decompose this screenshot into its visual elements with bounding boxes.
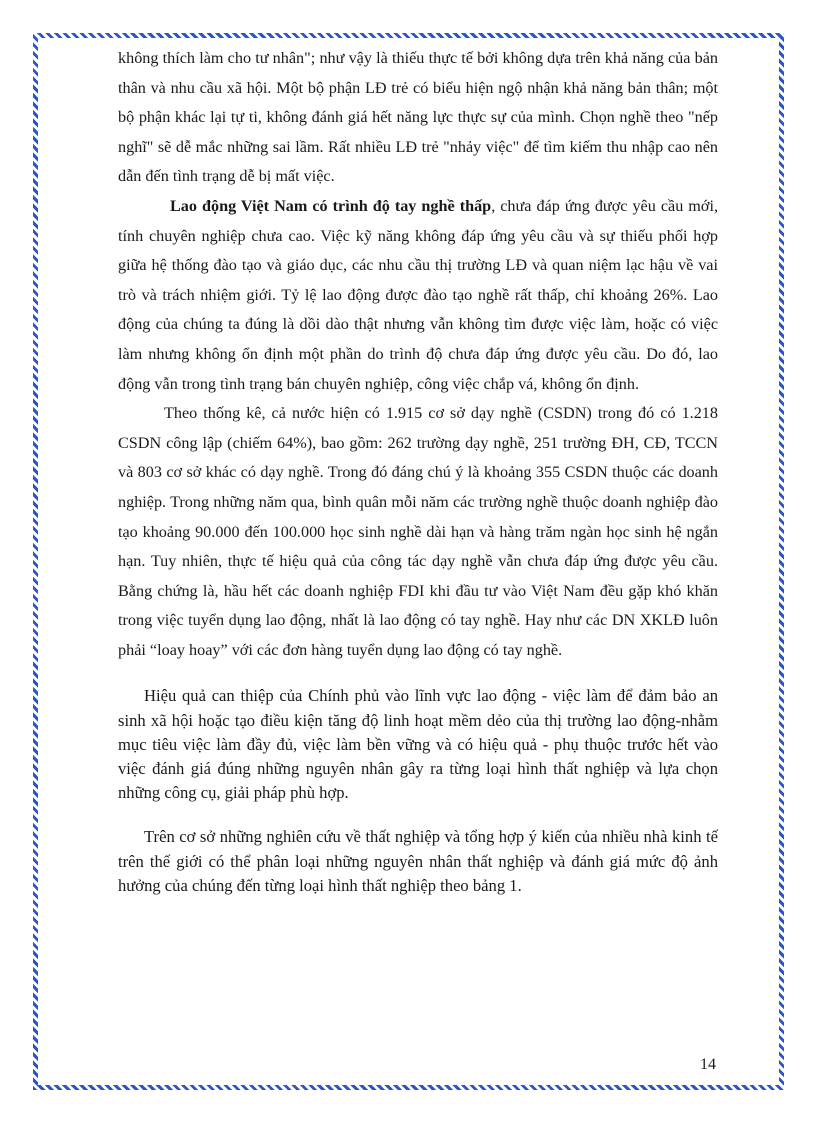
paragraph-low-skill-heading: Lao động Việt Nam có trình độ tay nghề thấp [170, 196, 492, 215]
document-body [118, 44, 718, 898]
paragraph-low-skill [118, 192, 718, 399]
paragraph-unemployment-causes: Trên cơ sở những nghiên cứu về thất nghiệp và tổng hợp ý kiến của nhiều nhà kinh tế trên thế giới có thể phân loại những nguyên nhân thất nghiệp và đánh giá mức độ ảnh hưởng của chúng đến từng loại hình thất nghiệp theo bảng 1. [118, 827, 718, 895]
paragraph-government-intervention: Hiệu quả can thiệp của Chính phủ vào lĩnh vực lao động - việc làm để đảm bảo an sinh xã hội hoặc tạo điều kiện tăng độ linh hoạt mềm dẻo của thị trường lao động-nhằm mục tiêu việc làm đầy đủ, việc làm bền vững và có hiệu quả - phụ thuộc trước hết vào việc đánh giá đúng những nguyên nhân gây ra từng loại hình thất nghiệp và lựa chọn những công cụ, giải pháp phù hợp. [118, 686, 718, 803]
paragraph-low-skill-text: , chưa đáp ứng được yêu cầu mới, tính chuyên nghiệp chưa cao. Việc kỹ năng không đáp ứng yêu cầu và sự thiếu phối hợp giữa hệ thống đào tạo và giáo dục, các nhu cầu thị trường LĐ và quan niệm lạc hậu về vai trò và trách nhiệm giới. Tỷ lệ lao động được đào tạo nghề rất thấp, chỉ khoảng 26%. Lao động của chúng ta đúng là dồi dào thật nhưng vẫn không tìm được việc làm, hoặc có việc làm nhưng không ổn định một phần do trình độ chưa đáp ứng được yêu cầu. Do đó, lao động vẫn trong tình trạng bán chuyên nghiệp, công việc chắp vá, không ổn định. [118, 196, 718, 393]
paragraph-vocational-statistics: Theo thống kê, cả nước hiện có 1.915 cơ sở dạy nghề (CSDN) trong đó có 1.218 CSDN công lập (chiếm 64%), bao gồm: 262 trường dạy nghề, 251 trường ĐH, CĐ, TCCN và 803 cơ sở khác có dạy nghề. Trong đó đáng chú ý là khoảng 355 CSDN thuộc các doanh nghiệp. Trong những năm qua, bình quân mỗi năm các trường nghề thuộc doanh nghiệp đào tạo khoảng 90.000 đến 100.000 học sinh nghề dài hạn và hàng trăm ngàn học sinh hệ ngắn hạn. Tuy nhiên, thực tế hiệu quả của công tác dạy nghề vẫn chưa đáp ứng được yêu cầu. Bằng chứng là, hầu hết các doanh nghiệp FDI khi đầu tư vào Việt Nam đều gặp khó khăn trong việc tuyển dụng lao động, nhất là lao động có tay nghề. Hay như các DN XKLĐ luôn phải “loay hoay” với các đơn hàng tuyển dụng lao động có tay nghề. [118, 404, 718, 659]
paragraph-career-choice: không thích làm cho tư nhân"; như vậy là thiếu thực tế bởi không dựa trên khả năng của bản thân và nhu cầu xã hội. Một bộ phận LĐ trẻ có biểu hiện ngộ nhận khả năng bản thân; một bộ phận khác lại tự ti, không đánh giá hết năng lực thực sự của mình. Chọn nghề theo "nếp nghĩ" sẽ dễ mắc những sai lầm. Rất nhiều LĐ trẻ "nhảy việc" để tìm kiếm thu nhập cao nên dẫn đến tình trạng dễ bị mất việc. [118, 49, 718, 186]
page-number: 14 [700, 1056, 716, 1073]
